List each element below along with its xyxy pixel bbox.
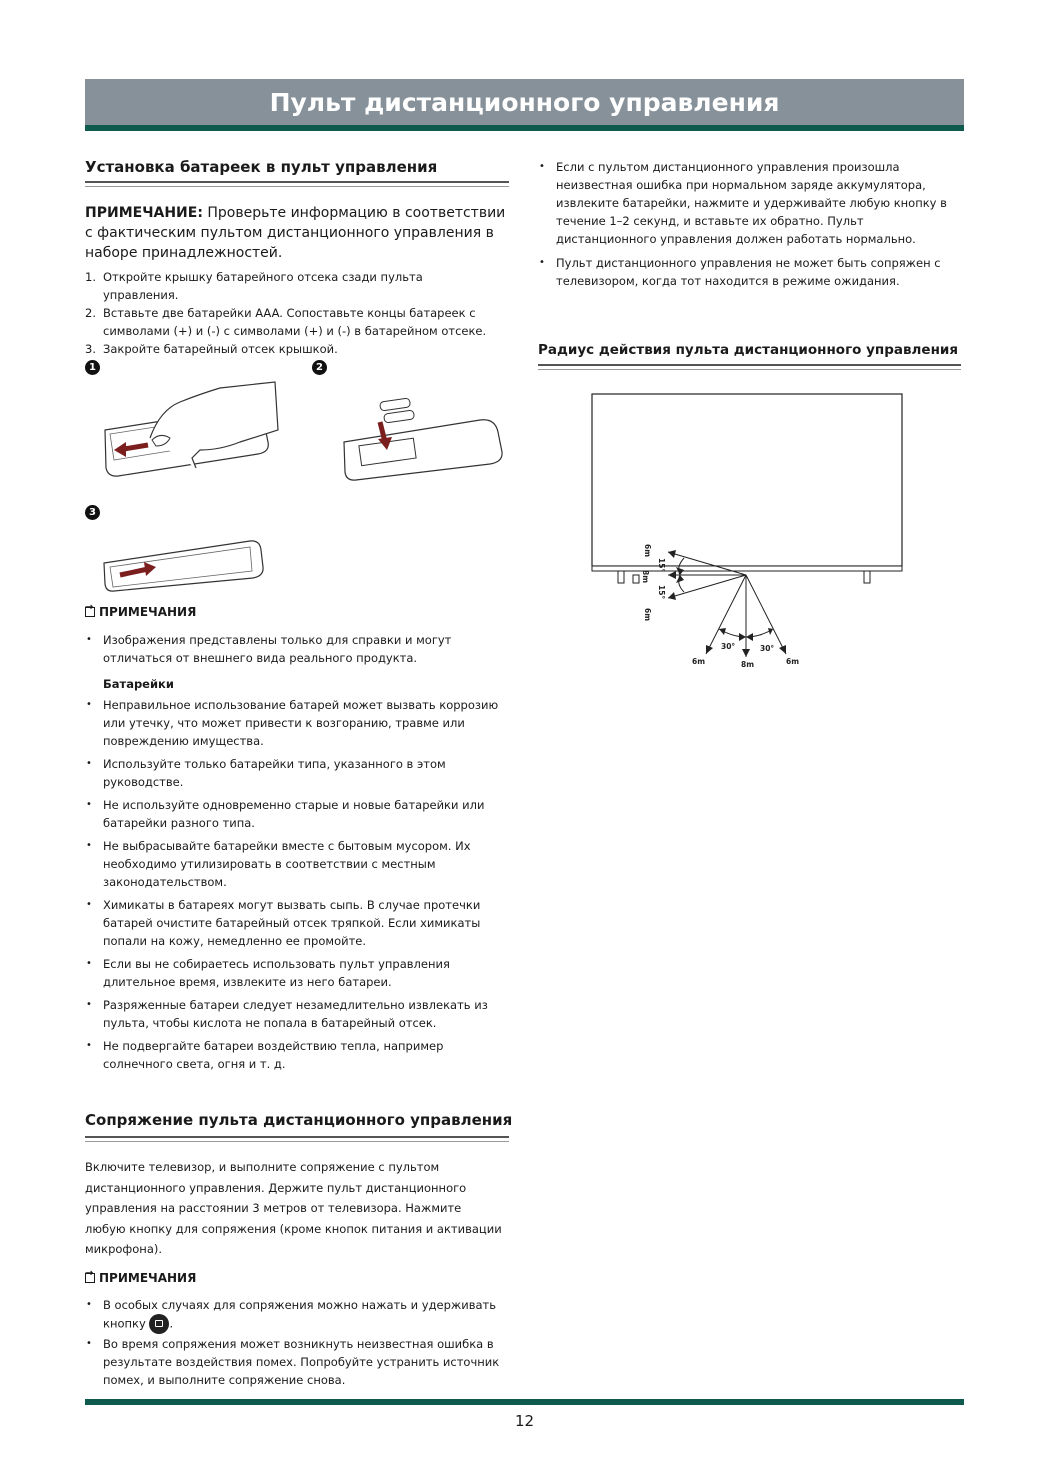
footer-accent-line	[85, 1399, 964, 1405]
section-rule	[538, 364, 961, 366]
list-item: • Неправильное использование батарей может вызвать коррозию или утечку, что может привести к возгоранию, травме или повреждению имущества.	[85, 696, 515, 750]
right-notes-list	[538, 158, 963, 295]
list-item: • Не подвергайте батареи воздействию тепла, например солнечного света, огня и т. д.	[85, 1037, 515, 1073]
remote-open-cover-illustration	[100, 380, 280, 480]
list-item: • Во время сопряжения может возникнуть неизвестная ошибка в результате воздействия помех. Попробуйте устранить источник помех, и выполните сопряжение снова.	[85, 1335, 505, 1389]
tv-stand-right	[864, 571, 870, 583]
install-note	[85, 203, 515, 263]
step-item: 1. Откройте крышку батарейного отсека сзади пульта управления.	[85, 270, 423, 302]
section-rule	[85, 1136, 509, 1138]
list-item: • Химикаты в батареях могут вызвать сыпь. В случае протечки батарей очистите батарейный отсек тряпкой. Если химикаты попали на кожу, немедленно ее промойте.	[85, 896, 515, 950]
pairing-text: Включите телевизор, и выполните сопряжение с пультом дистанционного управления. Держите пульт дистанционного управления на расстоянии 3 метров от телевизора. Нажмите любую кнопку для сопряжения (кроме кнопок питания и активации микрофона).	[85, 1160, 502, 1256]
section-rule-thin	[85, 186, 509, 187]
list-item: • Если с пультом дистанционного управления произошла неизвестная ошибка при нормальном заряде аккумулятора, извлеките батарейки, нажмите и удерживайте любую кнопку в течение 1–2 секунд, и вставьте их обратно. Пульт дистанционного управления должен работать нормально.	[538, 158, 963, 248]
tv-bottom-bezel	[592, 566, 902, 571]
section-rule-thin	[538, 369, 961, 370]
note-text: Проверьте информацию в соответствии с фактическим пультом дистанционного управления в наборе принадлежностей.	[85, 205, 506, 261]
list-item: • Изображения представлены только для справки и могут отличаться от внешнего вида реального продукта.	[85, 631, 515, 667]
install-section-title: Установка батареек в пульт управления	[85, 158, 438, 176]
step-item: 3. Закройте батарейный отсек крышкой.	[85, 342, 338, 356]
note-arrow-icon	[85, 1273, 95, 1283]
note-label: ПРИМЕЧАНИЕ:	[85, 205, 203, 221]
list-item: • Не используйте одновременно старые и новые батарейки или батарейки разного типа.	[85, 796, 515, 832]
remote-range-diagram	[588, 392, 908, 677]
pairing-notes-heading: → ПРИМЕЧАНИЯ	[85, 1271, 196, 1285]
pairing-notes-list	[85, 1296, 505, 1394]
label-vertical-top: 6m	[643, 544, 652, 558]
note-arrow-icon	[85, 607, 95, 617]
menu-button-icon	[149, 1314, 169, 1334]
tv-stand-left	[618, 571, 624, 583]
list-item: • Разряженные батареи следует незамедлительно извлекать из пульта, чтобы кислота не попала в батарейный отсек.	[85, 996, 515, 1032]
label-horizontal-right: 6m	[786, 657, 800, 666]
step-item: 2. Вставьте две батарейки AAA. Сопоставьте концы батареек с символами (+) и (-) с символами (+) и (-) в батарейном отсеке.	[85, 306, 487, 338]
list-item: • В особых случаях для сопряжения можно нажать и удерживать кнопку .	[85, 1296, 505, 1334]
notes-heading: → ПРИМЕЧАНИЯ	[85, 605, 196, 619]
header-accent-line	[85, 125, 964, 131]
section-rule-thin	[85, 1141, 509, 1142]
label-vertical-mid: 8m	[641, 570, 650, 584]
remote-insert-batteries-illustration	[340, 392, 505, 484]
label-horizontal-left: 6m	[692, 657, 706, 666]
label-angle-bottom: 15°	[657, 585, 666, 600]
range-section-title: Радиус действия пульта дистанционного управления	[538, 342, 959, 358]
tv-stand-left-2	[633, 575, 639, 583]
list-item: • Не выбрасывайте батарейки вместе с бытовым мусором. Их необходимо утилизировать в соответствии с местным законодательством.	[85, 837, 515, 891]
figure-number-2: 2	[312, 360, 327, 375]
figure-number-3: 3	[85, 505, 100, 520]
page-header: Пульт дистанционного управления	[85, 79, 964, 125]
list-item: • Используйте только батарейки типа, указанного в этом руководстве.	[85, 755, 515, 791]
label-angle-top: 15°	[657, 558, 666, 573]
page-number: 12	[514, 1412, 535, 1430]
figure-number-1: 1	[85, 360, 100, 375]
label-angle-left: 30°	[721, 642, 736, 651]
remote-close-cover-illustration	[100, 535, 265, 595]
list-item: • Пульт дистанционного управления не может быть сопряжен с телевизором, когда тот находится в режиме ожидания.	[538, 254, 963, 290]
batteries-subheading: Батарейки	[103, 677, 174, 691]
tv-screen	[592, 394, 902, 566]
list-item: • Если вы не собираетесь использовать пульт управления длительное время, извлеките из него батареи.	[85, 955, 515, 991]
section-rule	[85, 181, 509, 183]
pairing-section-title: Сопряжение пульта дистанционного управления	[85, 1111, 513, 1129]
label-horizontal-mid: 8m	[741, 660, 755, 669]
label-angle-right: 30°	[760, 644, 775, 653]
notes-list-general	[85, 631, 515, 672]
install-steps	[85, 268, 495, 358]
notes-list-batteries	[85, 696, 515, 1078]
label-vertical-bottom: 6m	[643, 608, 652, 622]
